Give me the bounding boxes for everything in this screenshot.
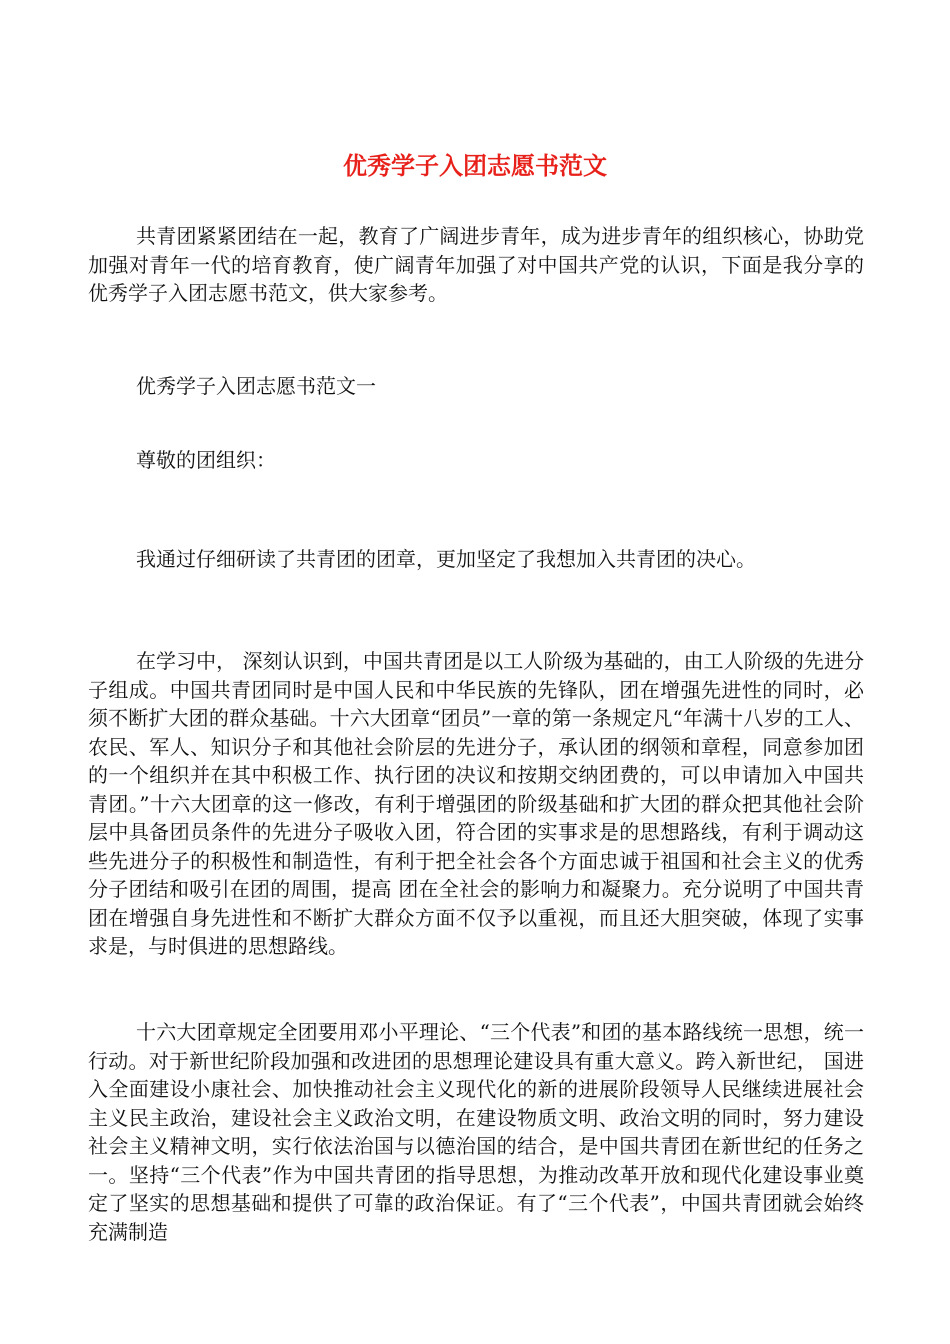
body-paragraph: 十六大团章规定全团要用邓小平理论、“三个代表”和团的基本路线统一思想，统一行动。对于新世纪阶段加强和改进团的思想理论建设具有重大意义。跨入新世纪， 国进入全面建设小康社会、加快推动社会主义现代化的新的进展阶段领导人民继续进展社会主义民主政治，建设社会主义政治文明，在建设物质文明、政治文明的同时，努力建设社会主义精神文明，实行依法治国与以德治国的结合，是中国共青团在新世纪的任务之一。坚持“三个代表”作为中国共青团的指导思想，为推动改革开放和现代化建设事业奠定了坚实的思想基础和提供了可靠的政治保证。有了“三个代表”，中国共青团就会始终充满制造 — [88, 1020, 864, 1244]
intro-paragraph: 共青团紧紧团结在一起，教育了广阔进步青年，成为进步青年的组织核心，协助党加强对青年一代的培育教育，使广阔青年加强了对中国共产党的认识，下面是我分享的优秀学子入团志愿书范文，供大家参考。 — [88, 224, 864, 305]
section-subtitle: 优秀学子入团志愿书范文一 — [136, 374, 376, 398]
greeting: 尊敬的团组织： — [136, 448, 276, 472]
document-title: 优秀学子入团志愿书范文 — [343, 152, 607, 181]
body-paragraph: 我通过仔细研读了共青团的团章，更加坚定了我想加入共青团的决心。 — [136, 547, 756, 571]
body-paragraph: 在学习中， 深刻认识到，中国共青团是以工人阶级为基础的，由工人阶级的先进分子组成。中国共青团同时是中国人民和中华民族的先锋队，团在增强先进性的同时，必须不断扩大团的群众基础。十六大团章“团员”一章的第一条规定凡“年满十八岁的工人、农民、军人、知识分子和其他社会阶层的先进分子，承认团的纲领和章程，同意参加团的一个组织并在其中积极工作、执行团的决议和按期交纳团费的，可以申请加入中国共青团。”十六大团章的这一修改，有利于增强团的阶级基础和扩大团的群众把其他社会阶层中具备团员条件的先进分子吸收入团，符合团的实事求是的思想路线，有利于调动这些先进分子的积极性和制造性，有利于把全社会各个方面忠诚于祖国和社会主义的优秀分子团结和吸引在团的周围，提高 团在全社会的影响力和凝聚力。充分说明了中国共青团在增强自身先进性和不断扩大群众方面不仅予以重视，而且还大胆突破，体现了实事求是，与时俱进的思想路线。 — [88, 649, 864, 958]
